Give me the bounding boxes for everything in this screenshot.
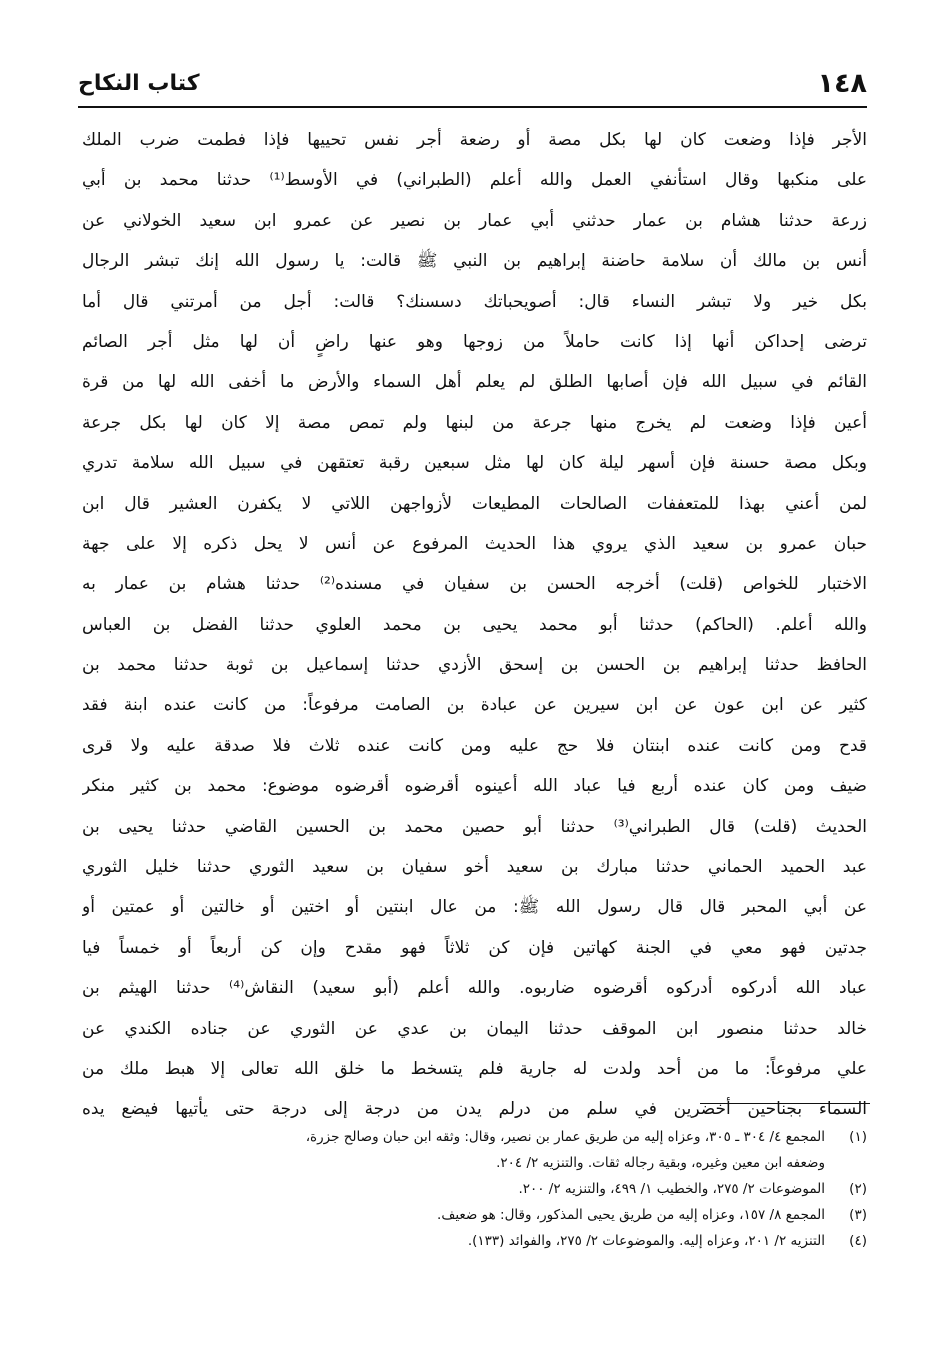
text-line: لمن أعني بهذا للمتعففات الصالحات المطيعات لأزواجهن اللاتي لا يكفرن العشير قال ابن bbox=[82, 493, 867, 514]
footnote-3 bbox=[80, 1202, 867, 1228]
text-line: قدح ومن كانت عنده ابنتان فلا حج عليه ومن كانت عنده ثلاث فلا صدقة عليه ولا قرى bbox=[82, 735, 867, 756]
text-line: وبكل مصة حسنة فإن أسهر ليلة كان لها مثل سبعين رقبة تعتقهن في سبيل الله سلامة تدري bbox=[82, 453, 867, 474]
footnote-2 bbox=[80, 1176, 867, 1202]
page-header bbox=[78, 64, 867, 104]
footnote-number: (١) bbox=[849, 1129, 867, 1145]
footnote-line: وضعفه ابن معين وغيره، وبقية رجاله ثقات. والتنزيه ٢/ ٢٠٤. bbox=[496, 1155, 825, 1171]
footnote-line: الموضوعات ٢/ ٢٧٥، والخطيب ١/ ٤٩٩، والتنزيه ٢/ ٢٠٠. bbox=[518, 1181, 825, 1197]
footnote-text bbox=[80, 1228, 825, 1254]
text-line: عن أبي المحبر قال قال رسول الله ﷺ: من عال ابنتين أو اختين أو خالتين أو عمتين أو bbox=[82, 897, 867, 918]
text-line: أنس بن مالك أن سلامة حاضنة إبراهيم بن النبي ﷺ قالت: يا رسول الله إنك تبشر الرجال bbox=[82, 251, 867, 272]
text-line: والله أعلم. (الحاكم) حدثنا أبو محمد يحيى بن محمد العلوي حدثنا الفضل بن العباس bbox=[82, 614, 867, 635]
footnote-number: (٤) bbox=[849, 1233, 867, 1249]
text-line: ضيف ومن كان عنده أربع فيا عباد الله أعينوه أقرضوه أقرضوه موضوع: محمد بن كثير منكر bbox=[82, 776, 867, 797]
text-line: خالد حدثنا منصور ابن الموقف حدثنا اليمان بن عدي عن الثوري عن جناده الكندي عن bbox=[82, 1018, 867, 1039]
footnote-divider bbox=[700, 1103, 870, 1104]
footnote-line: المجمع ٨/ ١٥٧، وعزاه إليه من طريق يحيى المذكور، وقال: هو ضعيف. bbox=[437, 1207, 825, 1223]
text-line: زرعة حدثنا هشام بن عمار حدثني أبي عمار بن نصير عن عمرو ابن سعيد الخولاني عن bbox=[82, 210, 867, 231]
footnote-text bbox=[80, 1124, 825, 1176]
footnote-4 bbox=[80, 1228, 867, 1254]
text-line: علي مرفوعاً: ما من أحد ولدت له جارية فلم يتسخط ما خلق الله تعالى إلا هبط ملك من bbox=[82, 1058, 867, 1079]
footnote-text bbox=[80, 1176, 825, 1202]
text-line: القائم في سبيل الله فإن أصابها الطلق لم يعلم أهل السماء والأرض ما أخفى الله لها من قرة bbox=[82, 372, 867, 393]
text-line: على منكبها وقال استأنفي العمل والله أعلم (الطبراني) في الأوسط⁽¹⁾ حدثنا محمد بن أبي bbox=[82, 170, 867, 191]
footnote-line: التنزيه ٢/ ٢٠١، وعزاه إليه. والموضوعات ٢/ ٢٧٥، والفوائد (١٣٣). bbox=[467, 1233, 825, 1249]
footnotes bbox=[80, 1124, 867, 1254]
footnote-line: المجمع ٤/ ٣٠٤ ـ ٣٠٥، وعزاه إليه من طريق عمار بن نصير، وقال: وثقه ابن حبان وصالح جزرة، bbox=[305, 1129, 825, 1145]
footnote-number: (٢) bbox=[849, 1181, 867, 1197]
text-line: عباد الله أدركوه أدركوه أقرضوه ضاربوه. والله أعلم (أبو سعيد) النقاش⁽⁴⁾ حدثنا الهيثم بن bbox=[82, 978, 867, 999]
text-line: أعين فإذا وضعت لم يخرج منها جرعة من لبنها ولم تمص مصة إلا كان لها بكل جرعة bbox=[82, 412, 867, 433]
text-line: حبان عمرو بن سعيد الذي يروي هذا الحديث المرفوع عن أنس لا يحل ذكره إلا على جهة bbox=[82, 533, 867, 554]
header-divider bbox=[78, 106, 867, 108]
footnote-number: (٣) bbox=[849, 1207, 867, 1223]
footnote-1 bbox=[80, 1124, 867, 1176]
text-line: الحديث (قلت) قال الطبراني⁽³⁾ حدثنا أبو حصين محمد بن الحسين القاضي حدثنا يحيى بن bbox=[82, 816, 867, 837]
text-line: ترضى إحداكن أنها إذا كانت حاملاً من زوجها وهو عنها راضٍ أن لها مثل أجر الصائم bbox=[82, 331, 867, 352]
text-line: جدتين فهو معي في الجنة كهاتين فإن كن ثلاثاً فهو مقدح وإن كن أربعاً أو خمساً فيا bbox=[82, 937, 867, 958]
page-number: ١٤٨ bbox=[817, 68, 867, 99]
text-line: الأجر فإذا وضعت كان لها بكل مصة أو رضعة أجر نفس تحييها فإذا فطمت ضرب الملك bbox=[82, 130, 867, 150]
main-text bbox=[82, 120, 867, 1130]
book-title: كتاب النكاح bbox=[78, 71, 200, 96]
text-line: بكل خير ولا تبشر النساء قال: أصويحباتك دسسنك؟ قالت: أجل من أمرتني قال أما bbox=[82, 291, 867, 312]
text-line: الحافظ حدثنا إبراهيم بن الحسن بن إسحق الأزدي حدثنا إسماعيل بن ثوبة حدثنا محمد بن bbox=[82, 655, 867, 676]
text-line: الاختبار للخواص (قلت) أخرجه الحسن بن سفيان في مسنده⁽²⁾ حدثنا هشام بن عمار به bbox=[82, 574, 867, 595]
footnote-text bbox=[80, 1202, 825, 1228]
text-line: السماء بجناحين أخضرين في سلم من درلم يدن من درجة إلى درجة حتى يأتيها فيضع يده bbox=[82, 1099, 867, 1120]
text-line: كثير عن ابن عون عن ابن سيرين عن عبادة بن الصامت مرفوعاً: من كانت عنده ابنة فقد bbox=[82, 695, 867, 716]
text-line: عبد الحميد الحماني حدثنا مبارك بن سعيد أخو سفيان بن سعيد الثوري حدثنا خليل الثوري bbox=[82, 857, 867, 878]
